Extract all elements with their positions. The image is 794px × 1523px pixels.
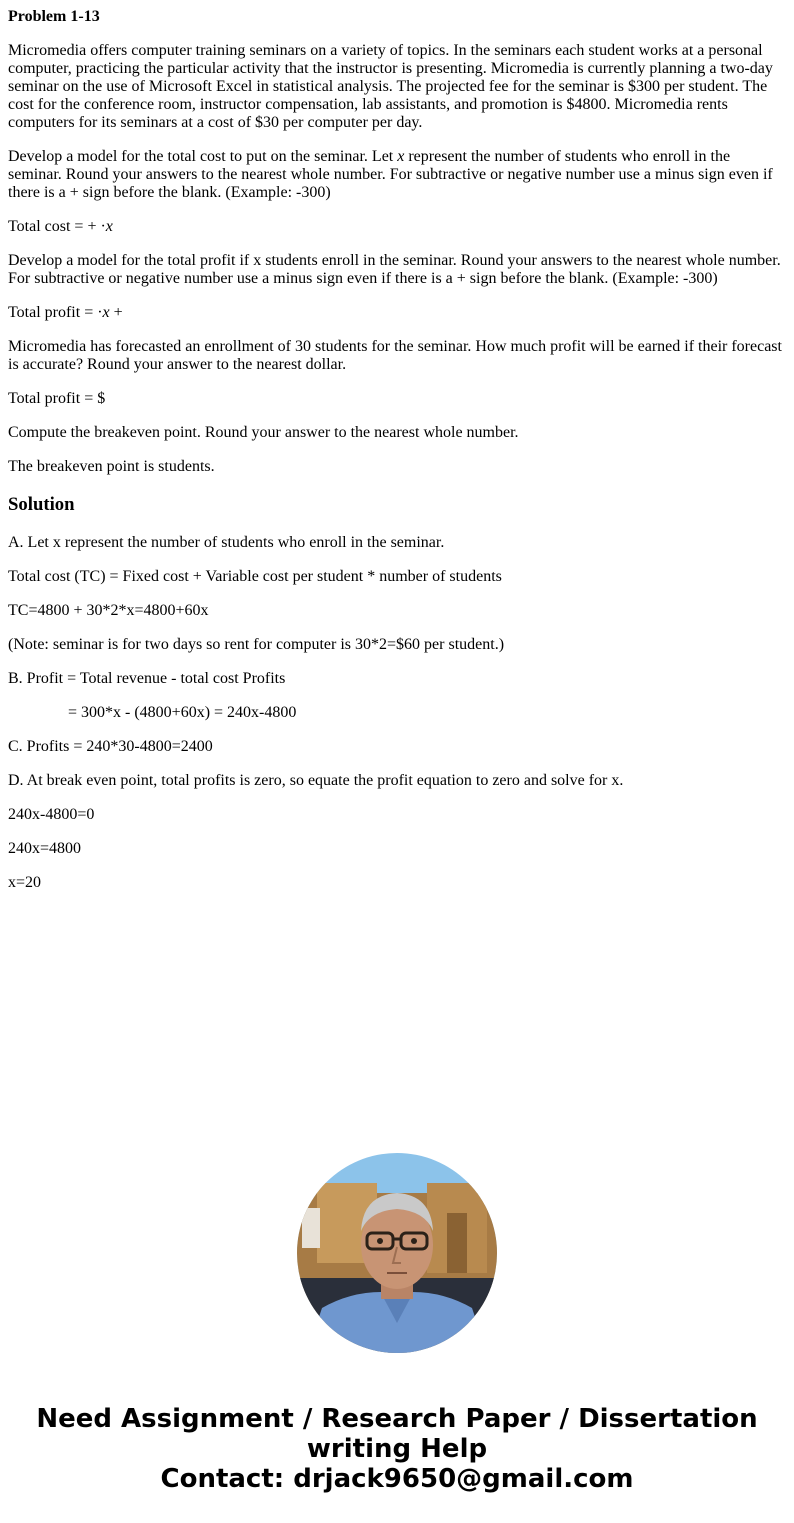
variable-x: x — [105, 218, 113, 235]
question-breakeven: Compute the breakeven point. Round your answer to the nearest whole number. — [8, 424, 519, 441]
solution-line: Total cost (TC) = Fixed cost + Variable cost per student * number of students — [8, 568, 502, 585]
answer-breakeven: The breakeven point is students. — [8, 458, 215, 475]
variable-x: x — [102, 304, 110, 321]
question-total-cost — [8, 148, 786, 202]
author-avatar — [297, 1153, 497, 1353]
footer-contact-email: Contact: drjack9650@gmail.com — [160, 1464, 634, 1494]
answer-total-cost — [8, 218, 786, 236]
solution-line: (Note: seminar is for two days so rent for computer is 30*2=$60 per student.) — [8, 636, 505, 653]
solution-line: D. At break even point, total profits is zero, so equate the profit equation to zero and solve for x. — [8, 772, 624, 789]
question-forecast-profit: Micromedia has forecasted an enrollment of 30 students for the seminar. How much profit will be earned if their forecast is accurate? Round your answer to the nearest dollar. — [8, 338, 782, 373]
question-total-profit: Develop a model for the total profit if x students enroll in the seminar. Round your answers to the nearest whole number. For subtractive or negative number use a minus sign even if there is a + sign before the blank. (Example: -300) — [8, 252, 781, 287]
answer-total-profit-label: Total profit = · — [8, 304, 103, 321]
solution-line: TC=4800 + 30*2*x=4800+60x — [8, 602, 209, 619]
footer-line-2: writing Help — [306, 1434, 488, 1464]
solution-line: B. Profit = Total revenue - total cost Profits — [8, 670, 286, 687]
variable-x: x — [397, 148, 405, 165]
answer-total-profit-model — [8, 304, 786, 322]
contact-footer — [0, 1404, 794, 1494]
answer-total-cost-label: Total cost = + · — [8, 218, 106, 235]
problem-title: Problem 1-13 — [8, 8, 100, 25]
solution-line: 240x-4800=0 — [8, 806, 95, 823]
answer-total-profit-post: + — [109, 304, 123, 321]
question-total-cost-post: represent the number of students who enroll in the seminar. Round your answers to the nearest whole number. For subtractive or negative number use a minus sign even if there is a + sign before the blank. (Example: -300) — [8, 148, 773, 201]
footer-line-1: Need Assignment / Research Paper / Dissertation — [36, 1404, 758, 1434]
question-total-cost-pre: Develop a model for the total cost to put on the seminar. Let — [8, 148, 398, 165]
solution-line: = 300*x - (4800+60x) = 240x-4800 — [68, 704, 297, 721]
solution-heading: Solution — [8, 494, 75, 515]
solution-line: A. Let x represent the number of students who enroll in the seminar. — [8, 534, 445, 551]
answer-forecast-profit: Total profit = $ — [8, 390, 106, 407]
solution-line: 240x=4800 — [8, 840, 82, 857]
author-photo-illustration — [297, 1153, 497, 1353]
document-body — [8, 0, 786, 908]
solution-line: x=20 — [8, 874, 42, 891]
problem-intro: Micromedia offers computer training seminars on a variety of topics. In the seminars each student works at a personal computer, practicing the particular activity that the instructor is presenting. Micromedia is currently planning a two-day seminar on the use of Microsoft Excel in statistical analysis. The projected fee for the seminar is $300 per student. The cost for the conference room, instructor compensation, lab assistants, and promotion is $4800. Micromedia rents computers for its seminars at a cost of $30 per computer per day. — [8, 42, 773, 131]
solution-line: C. Profits = 240*30-4800=2400 — [8, 738, 213, 755]
